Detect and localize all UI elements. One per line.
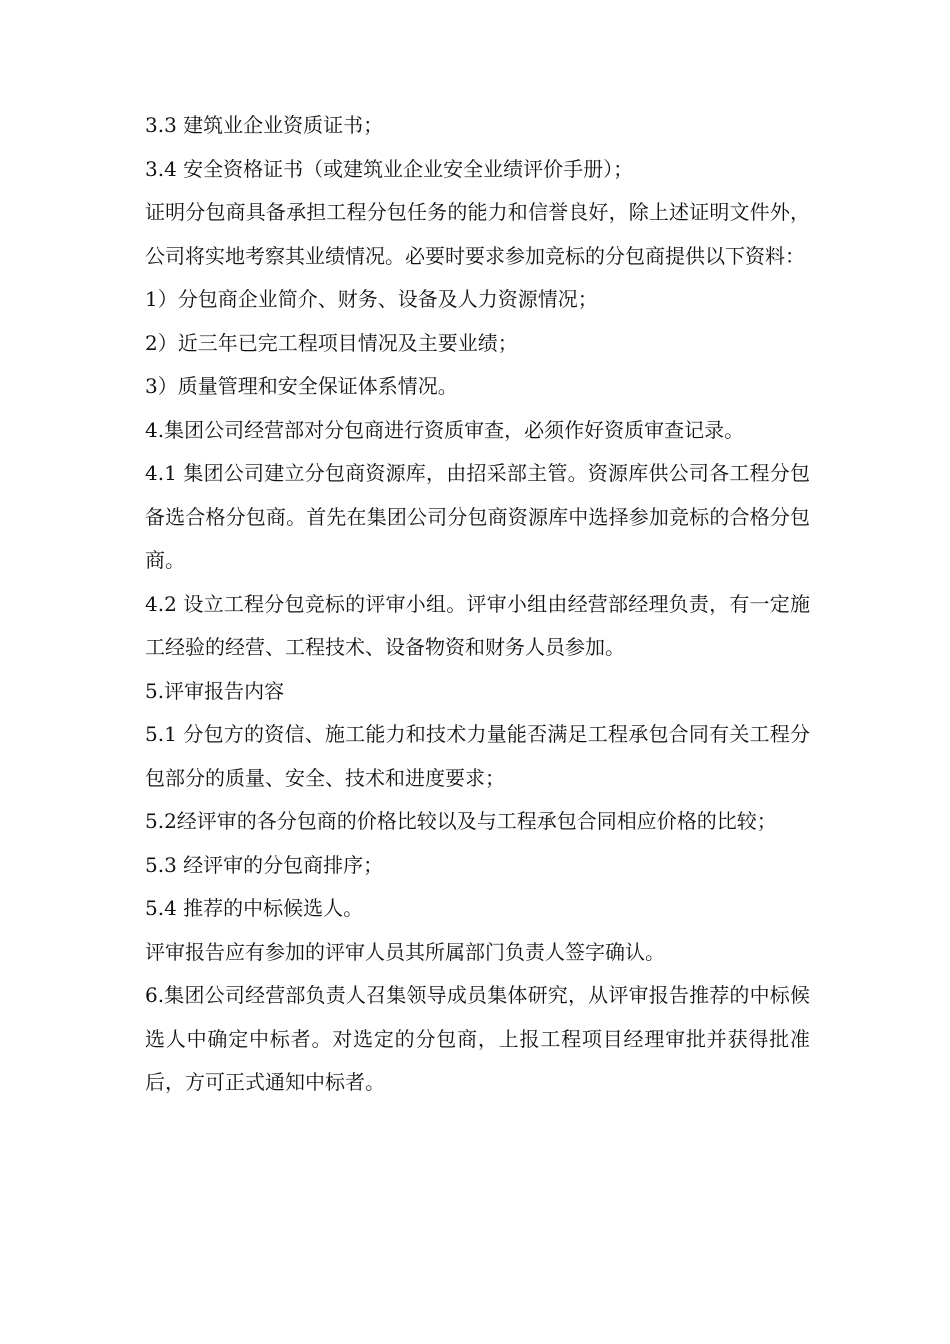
signature-requirement: 评审报告应有参加的评审人员其所属部门负责人签字确认。 — [145, 939, 665, 964]
item-5-3: 5.3 经评审的分包商排序； — [145, 852, 384, 877]
item-4-2: 4.2 设立工程分包竞标的评审小组。评审小组由经营部经理负责，有一定施工经验的经营、工程技术、设备物资和财务人员参加。 — [145, 591, 810, 659]
material-item-1: 1）分包商企业简介、财务、设备及人力资源情况； — [145, 287, 598, 311]
proof-requirements-paragraph: 证明分包商具备承担工程分包任务的能力和信誉良好，除上述证明文件外，公司将实地考察其业绩情况。必要时要求参加竞标的分包商提供以下资料： — [145, 200, 810, 268]
item-5-1: 5.1 分包方的资信、施工能力和技术力量能否满足工程承包合同有关工程分包部分的质量、安全、技术和进度要求； — [145, 722, 810, 790]
item-3-3: 3.3 建筑业企业资质证书； — [145, 113, 384, 137]
document-body — [145, 104, 810, 1105]
material-item-3: 3）质量管理和安全保证体系情况。 — [145, 374, 458, 398]
section-6-paragraph: 6.集团公司经营部负责人召集领导成员集体研究，从评审报告推荐的中标候选人中确定中标者。对选定的分包商，上报工程项目经理审批并获得批准后，方可正式通知中标者。 — [145, 983, 810, 1094]
item-4-1: 4.1 集团公司建立分包商资源库，由招采部主管。资源库供公司各工程分包备选合格分包商。首先在集团公司分包商资源库中选择参加竞标的合格分包商。 — [145, 461, 810, 572]
material-item-2: 2）近三年已完工程项目情况及主要业绩； — [145, 330, 518, 355]
section-5-heading: 5.评审报告内容 — [145, 678, 285, 703]
item-3-4: 3.4 安全资格证书（或建筑业企业安全业绩评价手册）； — [145, 156, 634, 181]
section-4-heading: 4.集团公司经营部对分包商进行资质审查，必须作好资质审查记录。 — [145, 417, 745, 442]
item-5-4: 5.4 推荐的中标候选人。 — [145, 896, 364, 920]
item-5-2: 5.2经评审的各分包商的价格比较以及与工程承包合同相应价格的比较； — [145, 809, 777, 833]
